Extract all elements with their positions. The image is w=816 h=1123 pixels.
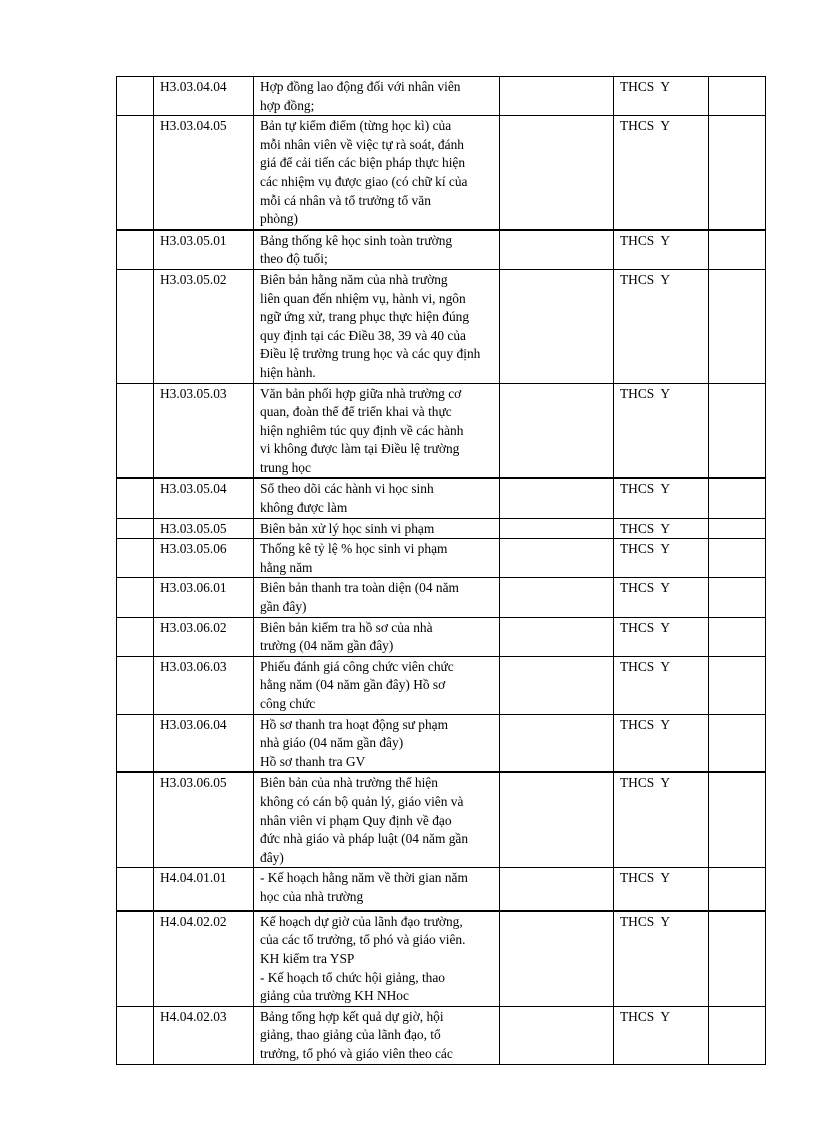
description-line: hiện hành. <box>260 364 316 380</box>
blank-cell <box>500 714 614 772</box>
table-row <box>117 77 766 116</box>
index-cell <box>117 868 154 911</box>
table-row <box>117 617 766 656</box>
description-line: Điều lệ trường trung học và các quy định <box>260 346 481 362</box>
blank-cell <box>500 772 614 867</box>
description-line: Biên bản hằng năm của nhà trường <box>260 271 448 287</box>
description-line: quan, đoàn thể để triển khai và thực <box>260 404 452 420</box>
description-cell <box>254 269 500 383</box>
description-line: Bảng tổng hợp kết quả dự giờ, hội <box>260 1008 444 1024</box>
level-cell: THCS Y <box>614 868 709 911</box>
level-cell: THCS Y <box>614 539 709 578</box>
level-cell: THCS Y <box>614 617 709 656</box>
description-line: mỗi nhân viên về việc tự rà soát, đánh <box>260 136 464 152</box>
description-line: giảng, thao giảng của lãnh đạo, tổ <box>260 1027 441 1043</box>
table-row <box>117 911 766 1006</box>
level-cell: THCS Y <box>614 656 709 714</box>
description-line: Bảng thống kê học sinh toàn trường <box>260 232 453 248</box>
note-cell <box>709 116 766 230</box>
note-cell <box>709 656 766 714</box>
note-cell <box>709 714 766 772</box>
table-row <box>117 116 766 230</box>
description-line: ngữ ứng xử, trang phục thực hiện đúng <box>260 309 470 325</box>
description-line: liên quan đến nhiệm vụ, hành vi, ngôn <box>260 290 466 306</box>
code-cell: H3.03.04.05 <box>154 116 254 230</box>
index-cell <box>117 116 154 230</box>
level-cell: THCS Y <box>614 911 709 1006</box>
level-cell: THCS Y <box>614 578 709 617</box>
index-cell <box>117 230 154 270</box>
description-line: của các tổ trưởng, tổ phó và giáo viên. <box>260 932 466 948</box>
blank-cell <box>500 868 614 911</box>
description-line: Văn bản phối hợp giữa nhà trường cơ <box>260 385 462 401</box>
note-cell <box>709 868 766 911</box>
level-cell: THCS Y <box>614 269 709 383</box>
blank-cell <box>500 116 614 230</box>
description-cell <box>254 77 500 116</box>
evidence-table <box>116 76 766 1065</box>
index-cell <box>117 478 154 518</box>
index-cell <box>117 383 154 478</box>
description-line: học của nhà trường <box>260 888 364 904</box>
note-cell <box>709 269 766 383</box>
note-cell <box>709 77 766 116</box>
description-line: Sổ theo dõi các hành vi học sinh <box>260 481 434 497</box>
description-line: Biên bản của nhà trường thể hiện <box>260 775 438 791</box>
description-cell <box>254 116 500 230</box>
description-line: Thống kê tỷ lệ % học sinh vi phạm <box>260 541 448 557</box>
description-line: trường (04 năm gần đây) <box>260 638 394 654</box>
note-cell <box>709 911 766 1006</box>
description-cell <box>254 518 500 539</box>
code-cell: H4.04.02.02 <box>154 911 254 1006</box>
description-line: hằng năm <box>260 559 313 575</box>
code-cell: H3.03.04.04 <box>154 77 254 116</box>
description-line: vi không được làm tại Điều lệ trường <box>260 441 460 457</box>
evidence-table-body <box>117 77 766 1065</box>
level-cell: THCS Y <box>614 518 709 539</box>
description-line: mỗi cá nhân và tổ trưởng tổ văn <box>260 192 431 208</box>
description-line: - Kế hoạch hằng năm về thời gian năm <box>260 870 468 886</box>
description-cell <box>254 868 500 911</box>
table-row <box>117 478 766 518</box>
level-cell: THCS Y <box>614 478 709 518</box>
description-cell <box>254 578 500 617</box>
description-line: nhân viên vi phạm Quy định về đạo <box>260 812 452 828</box>
code-cell: H3.03.06.01 <box>154 578 254 617</box>
description-cell <box>254 230 500 270</box>
description-line: không có cán bộ quản lý, giáo viên và <box>260 793 464 809</box>
blank-cell <box>500 383 614 478</box>
description-cell <box>254 478 500 518</box>
table-row <box>117 269 766 383</box>
blank-cell <box>500 656 614 714</box>
description-line: hợp đồng; <box>260 97 315 113</box>
table-row <box>117 539 766 578</box>
level-cell: THCS Y <box>614 714 709 772</box>
description-line: Biên bản xử lý học sinh vi phạm <box>260 520 435 536</box>
table-row <box>117 518 766 539</box>
code-cell: H3.03.05.03 <box>154 383 254 478</box>
description-line: không được làm <box>260 500 348 516</box>
description-line: công chức <box>260 696 316 711</box>
description-line: gần đây) <box>260 599 307 615</box>
description-line: theo độ tuổi; <box>260 251 328 267</box>
index-cell <box>117 77 154 116</box>
description-line: đức nhà giáo và pháp luật (04 năm gần <box>260 831 469 847</box>
description-line: các nhiệm vụ được giao (có chữ kí của <box>260 173 468 189</box>
code-cell: H3.03.06.03 <box>154 656 254 714</box>
description-line: trung học <box>260 459 311 475</box>
index-cell <box>117 269 154 383</box>
index-cell <box>117 656 154 714</box>
description-line: hiện nghiêm túc quy định về các hành <box>260 422 464 438</box>
level-cell: THCS Y <box>614 772 709 867</box>
level-cell: THCS Y <box>614 230 709 270</box>
table-row <box>117 383 766 478</box>
table-row <box>117 230 766 270</box>
code-cell: H3.03.06.02 <box>154 617 254 656</box>
table-row <box>117 714 766 772</box>
blank-cell <box>500 478 614 518</box>
description-cell <box>254 383 500 478</box>
description-cell <box>254 714 500 772</box>
code-cell: H3.03.05.02 <box>154 269 254 383</box>
note-cell <box>709 518 766 539</box>
description-line: Biên bản thanh tra toàn diện (04 năm <box>260 580 459 596</box>
note-cell <box>709 772 766 867</box>
table-row <box>117 772 766 867</box>
description-line: nhà giáo (04 năm gần đây) <box>260 735 404 751</box>
level-cell: THCS Y <box>614 1006 709 1064</box>
description-line: quy định tại các Điều 38, 39 và 40 của <box>260 327 467 343</box>
index-cell <box>117 617 154 656</box>
note-cell <box>709 539 766 578</box>
description-cell <box>254 911 500 1006</box>
level-cell: THCS Y <box>614 116 709 230</box>
index-cell <box>117 911 154 1006</box>
code-cell: H4.04.01.01 <box>154 868 254 911</box>
blank-cell <box>500 1006 614 1064</box>
blank-cell <box>500 269 614 383</box>
table-row <box>117 1006 766 1064</box>
table-row <box>117 868 766 911</box>
note-cell <box>709 617 766 656</box>
description-line: giảng của trường KH NHoc <box>260 988 409 1004</box>
level-cell: THCS Y <box>614 383 709 478</box>
description-line: Biên bản kiểm tra hồ sơ của nhà <box>260 619 433 635</box>
table-row <box>117 656 766 714</box>
description-cell <box>254 539 500 578</box>
blank-cell <box>500 77 614 116</box>
blank-cell <box>500 230 614 270</box>
description-cell <box>254 656 500 714</box>
blank-cell <box>500 911 614 1006</box>
index-cell <box>117 578 154 617</box>
code-cell: H4.04.02.03 <box>154 1006 254 1064</box>
index-cell <box>117 1006 154 1064</box>
blank-cell <box>500 617 614 656</box>
description-cell <box>254 1006 500 1064</box>
description-line: Hợp đồng lao động đối với nhân viên <box>260 79 461 94</box>
table-row <box>117 578 766 617</box>
note-cell <box>709 383 766 478</box>
note-cell <box>709 478 766 518</box>
description-line: Hồ sơ thanh tra GV <box>260 753 366 769</box>
level-cell: THCS Y <box>614 77 709 116</box>
note-cell <box>709 1006 766 1064</box>
code-cell: H3.03.05.06 <box>154 539 254 578</box>
blank-cell <box>500 539 614 578</box>
description-cell <box>254 617 500 656</box>
description-line: - Kế hoạch tổ chức hội giảng, thao <box>260 969 445 985</box>
description-line: hằng năm (04 năm gần đây) Hồ sơ <box>260 677 446 693</box>
note-cell <box>709 578 766 617</box>
description-line: Hồ sơ thanh tra hoạt động sư phạm <box>260 716 449 732</box>
description-line: Bản tự kiểm điểm (từng học kì) của <box>260 118 452 134</box>
description-line: trưởng, tổ phó và giáo viên theo các <box>260 1046 453 1061</box>
description-line: KH kiểm tra YSP <box>260 951 355 967</box>
blank-cell <box>500 578 614 617</box>
note-cell <box>709 230 766 270</box>
index-cell <box>117 539 154 578</box>
index-cell <box>117 714 154 772</box>
code-cell: H3.03.06.05 <box>154 772 254 867</box>
index-cell <box>117 772 154 867</box>
code-cell: H3.03.05.05 <box>154 518 254 539</box>
index-cell <box>117 518 154 539</box>
description-line: đây) <box>260 849 284 865</box>
description-line: Kế hoạch dự giờ của lãnh đạo trường, <box>260 913 463 929</box>
description-line: giá để cải tiến các biện pháp thực hiện <box>260 155 466 171</box>
description-cell <box>254 772 500 867</box>
description-line: phòng) <box>260 211 298 227</box>
description-line: Phiếu đánh giá công chức viên chức <box>260 658 454 674</box>
code-cell: H3.03.05.01 <box>154 230 254 270</box>
code-cell: H3.03.06.04 <box>154 714 254 772</box>
code-cell: H3.03.05.04 <box>154 478 254 518</box>
blank-cell <box>500 518 614 539</box>
